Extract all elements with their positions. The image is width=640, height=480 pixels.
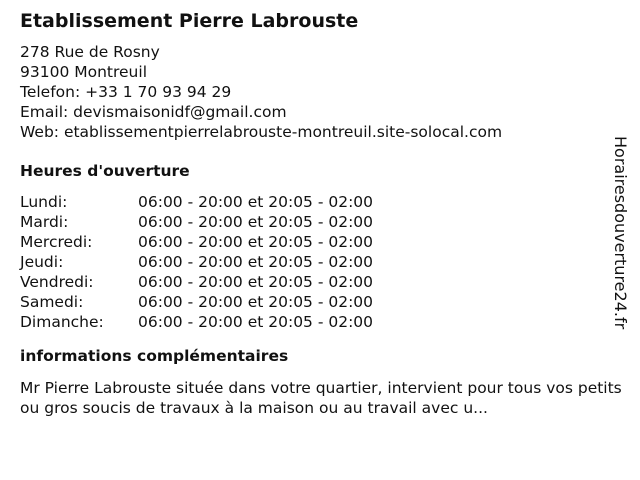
city-postcode: 93100 Montreuil xyxy=(20,63,147,81)
hours-row-samedi xyxy=(20,292,373,312)
business-card xyxy=(20,8,632,418)
hours-row-mercredi xyxy=(20,232,373,252)
hours-row-vendredi xyxy=(20,272,373,292)
hours-row-lundi xyxy=(20,192,373,212)
hours-row-jeudi xyxy=(20,252,373,272)
time-range: 06:00 - 20:00 et 20:05 - 02:00 xyxy=(138,253,374,271)
time-range: 06:00 - 20:00 et 20:05 - 02:00 xyxy=(138,293,374,311)
time-range: 06:00 - 20:00 et 20:05 - 02:00 xyxy=(138,233,374,251)
day-label: Lundi: xyxy=(20,193,68,211)
day-label: Mardi: xyxy=(20,213,69,231)
website-line[interactable]: Web: etablissementpierrelabrouste-montreuil.site-solocal.com xyxy=(20,123,503,141)
hours-table xyxy=(20,192,373,332)
day-label: Vendredi: xyxy=(20,273,94,291)
info-description: Mr Pierre Labrouste située dans votre quartier, intervient pour tous vos petits ou gros soucis de travaux à la maison ou au travail avec u... xyxy=(20,379,622,417)
hours-row-mardi xyxy=(20,212,373,232)
day-label: Mercredi: xyxy=(20,233,93,251)
hours-heading: Heures d'ouverture xyxy=(20,162,190,180)
email-line[interactable]: Email: devismaisonidf@gmail.com xyxy=(20,103,287,121)
day-label: Jeudi: xyxy=(20,253,64,271)
street-address: 278 Rue de Rosny xyxy=(20,43,160,61)
hours-row-dimanche xyxy=(20,312,373,332)
business-name: Etablissement Pierre Labrouste xyxy=(20,10,359,32)
time-range: 06:00 - 20:00 et 20:05 - 02:00 xyxy=(138,313,374,331)
time-range: 06:00 - 20:00 et 20:05 - 02:00 xyxy=(138,273,374,291)
day-label: Samedi: xyxy=(20,293,84,311)
time-range: 06:00 - 20:00 et 20:05 - 02:00 xyxy=(138,213,374,231)
watermark-text: Horairesdouverture24.fr xyxy=(611,136,630,330)
phone-line[interactable]: Telefon: +33 1 70 93 94 29 xyxy=(20,83,232,101)
time-range: 06:00 - 20:00 et 20:05 - 02:00 xyxy=(138,193,374,211)
address-block xyxy=(20,42,632,142)
day-label: Dimanche: xyxy=(20,313,104,331)
info-heading: informations complémentaires xyxy=(20,347,289,365)
